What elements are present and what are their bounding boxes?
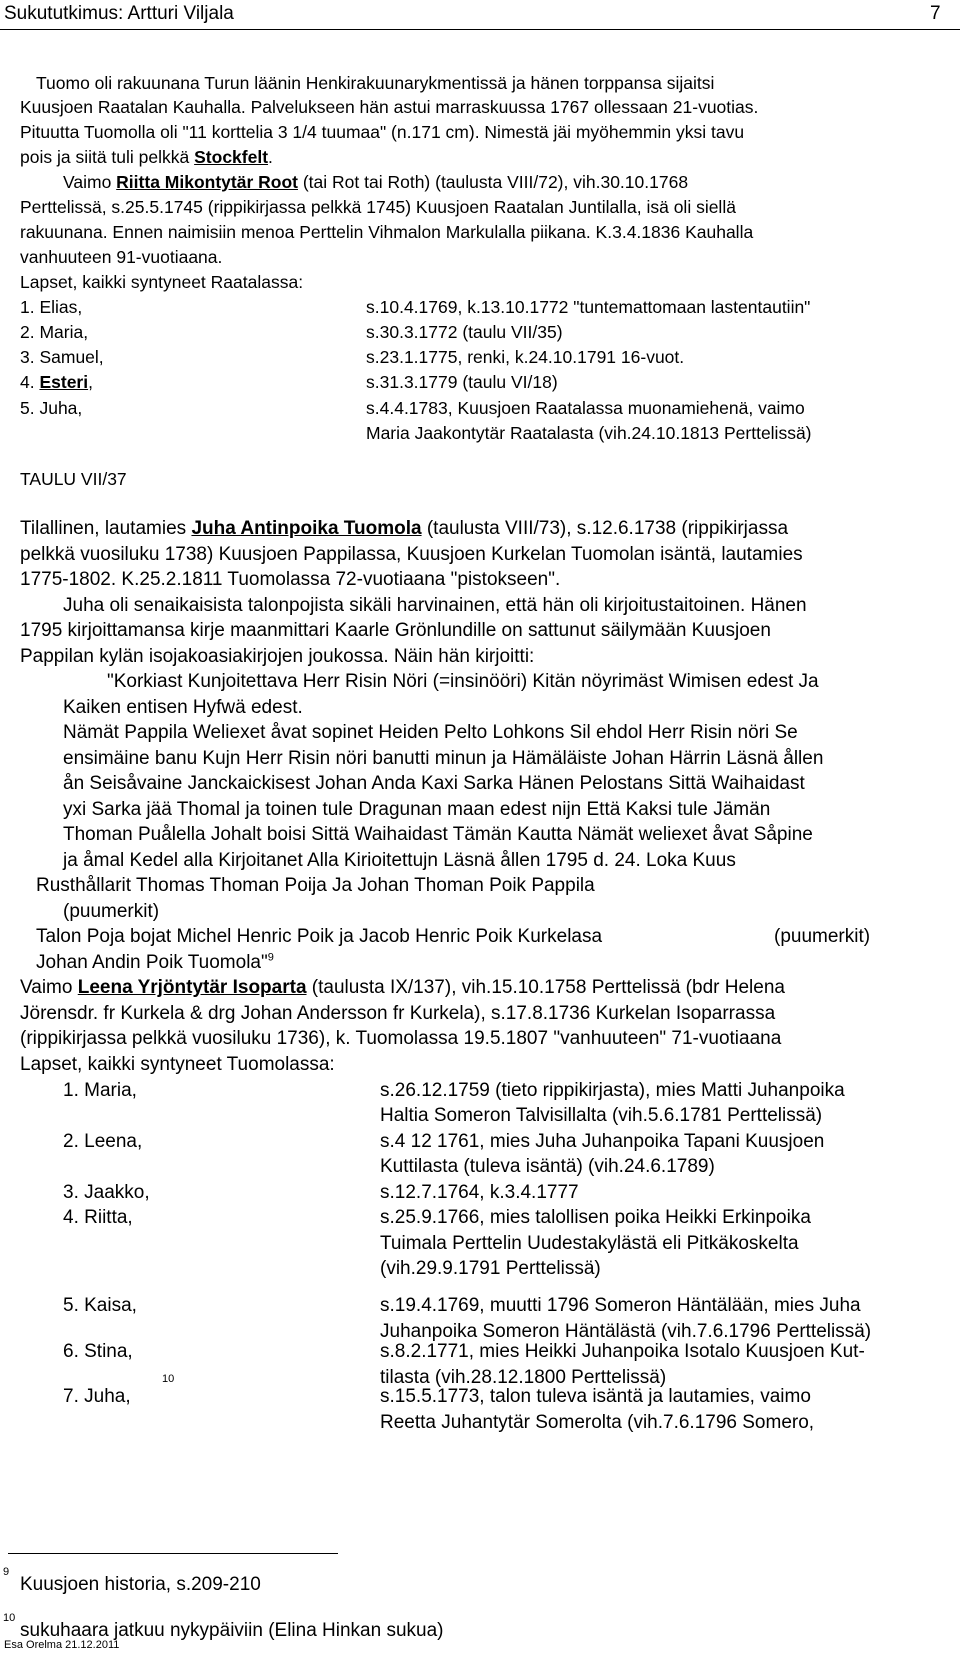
text-line: [63, 171, 688, 193]
child-info: Maria Jaakontytär Raatalasta (vih.24.10.1813 Perttelissä): [366, 423, 812, 443]
child-info: s.15.5.1773, talon tuleva isäntä ja lautamies, vaimo: [380, 1386, 811, 1407]
text-span: Vaimo: [63, 172, 117, 192]
child-name: 3. Samuel,: [20, 347, 104, 367]
child-info: Haltia Someron Talvisillalta (vih.5.6.1781 Perttelissä): [380, 1105, 823, 1126]
text-line: [20, 146, 273, 168]
quote-line: Rusthållarit Thomas Thoman Poija Ja Johan Thoman Poik Pappila: [36, 875, 595, 896]
child-info: s.19.4.1769, muutti 1796 Someron Häntälään, mies Juha: [380, 1295, 861, 1316]
document-title: Sukututkimus: Artturi Viljala: [4, 3, 234, 24]
table-heading: TAULU VII/37: [20, 469, 127, 489]
text-line: Pappilan kylän isojakoasiakirjojen joukossa. Näin hän kirjoitti:: [20, 646, 535, 667]
quote-line: Thoman Puålella Johalt boisi Sittä Waihaidast Tämän Kautta Nämät weliexet åvat Såpine: [63, 824, 813, 845]
child-name: 6. Stina,: [63, 1341, 133, 1362]
child-info: s.8.2.1771, mies Heikki Juhanpoika Isotalo Kuusjoen Kut-: [380, 1341, 865, 1362]
child-info: s.26.12.1759 (tieto rippikirjasta), mies Matti Juhanpoika: [380, 1080, 845, 1101]
child-info: Juhanpoika Someron Häntälästä (vih.7.6.1796 Perttelissä): [380, 1321, 872, 1342]
child-name: 1. Maria,: [63, 1080, 137, 1101]
child-info: Kuttilasta (tuleva isäntä) (vih.24.6.1789): [380, 1156, 715, 1177]
page-header: [0, 2, 960, 28]
text-line: pelkkä vuosiluku 1738) Kuusjoen Pappilassa, Kuusjoen Kurkelan Tuomolan isäntä, lautamies: [20, 544, 803, 565]
child-info: s.30.3.1772 (taulu VII/35): [366, 322, 563, 342]
footnote-ref: 10: [162, 1373, 175, 1385]
child-info: Reetta Juhantytär Somerolta (vih.7.6.1796 Somero,: [380, 1412, 815, 1433]
child-info: Tuimala Perttelin Uudestakylästä eli Pitkäkoskelta: [380, 1233, 799, 1254]
text-line: rakuunana. Ennen naimisiin menoa Perttelin Vihmalon Markulalla piikana. K.3.4.1836 Kauhalla: [20, 222, 754, 242]
text-span: (tai Rot tai Roth) (taulusta VIII/72), vih.30.10.1768: [297, 172, 689, 192]
text-line: Perttelissä, s.25.5.1745 (rippikirjassa pelkkä 1745) Kuusjoen Raatalan Juntilalla, isä oli siellä: [20, 197, 736, 217]
text-span: 4.: [20, 372, 40, 392]
text-line: Jörensdr. fr Kurkela & drg Johan Andersson fr Kurkela), s.17.8.1736 Kurkelan Isoparrassa: [20, 1003, 776, 1024]
text-span: .: [268, 147, 273, 167]
quote-line: ja åmal Kedel alla Kirjoitanet Alla Kirioitettujn Läsnä ållen 1795 d. 24. Loka Kuus: [63, 850, 736, 871]
quote-line: ån Seisåvaine Janckaickisest Johan Anda Kaxi Sarka Hänen Pelostans Sittä Waihaidast: [63, 773, 805, 794]
text-line: (rippikirjassa pelkkä vuosiluku 1736), k. Tuomolassa 19.5.1807 "vanhuuteen" 71-vuotiaana: [20, 1028, 782, 1049]
footnote-ref: 9: [267, 951, 274, 964]
child-name: 5. Kaisa,: [63, 1295, 137, 1316]
child-info: s.10.4.1769, k.13.10.1772 "tuntemattomaan lastentautiin": [366, 297, 811, 317]
text-line: vanhuuteen 91-vuotiaana.: [20, 247, 223, 267]
text-span: Vaimo: [20, 977, 78, 998]
child-name: 5. Juha,: [20, 398, 83, 418]
header-rule: [0, 29, 960, 30]
page-number: 7: [930, 3, 941, 24]
footnote-rule: [8, 1553, 338, 1554]
child-info: s.25.9.1766, mies talollisen poika Heikki Erkinpoika: [380, 1207, 811, 1228]
quote-line: (puumerkit): [774, 926, 871, 947]
child-info: (vih.29.9.1791 Perttelissä): [380, 1258, 601, 1279]
child-info: s.4.4.1783, Kuusjoen Raatalassa muonamiehenä, vaimo: [366, 398, 805, 418]
child-info: s.23.1.1775, renki, k.24.10.1791 16-vuot.: [366, 347, 685, 367]
child-name: 1. Elias,: [20, 297, 83, 317]
child-info: tilasta (vih.28.12.1800 Perttelissä): [380, 1367, 667, 1388]
child-name: 4. Riitta,: [63, 1207, 133, 1228]
child-info: s.31.3.1779 (taulu VI/18): [366, 372, 558, 392]
section-label: Lapset, kaikki syntyneet Tuomolassa:: [20, 1054, 335, 1075]
quote-line: [36, 951, 274, 975]
text-line: Kuusjoen Raatalan Kauhalla. Palvelukseen hän astui marraskuussa 1767 ollessaan 21-vuotias.: [20, 97, 759, 117]
text-line: [20, 517, 788, 541]
quote-line: ensimäine banu Kujn Herr Risin nöri banutti minun ja Hämäläiste Johan Härrin Läsnä ållen: [63, 748, 824, 769]
quote-line: Talon Poja bojat Michel Henric Poik ja Jacob Henric Poik Kurkelasa: [36, 926, 603, 947]
quote-line: Kaiken entisen Hyfwä edest.: [63, 697, 303, 718]
text-span: Johan Andin Poik Tuomola": [36, 952, 268, 973]
child-info: s.4 12 1761, mies Juha Juhanpoika Tapani Kuusjoen: [380, 1131, 825, 1152]
child-name: [20, 371, 93, 393]
page-footer: Esa Orelma 21.12.2011: [4, 1639, 120, 1651]
spouse-name: Leena Yrjöntytär Isoparta: [77, 977, 307, 998]
child-name: 3. Jaakko,: [63, 1182, 150, 1203]
quote-line: "Korkiast Kunjoitettava Herr Risin Nöri (=insinööri) Kitän nöyrimäst Wimisen edest Ja: [107, 671, 819, 692]
text-line: [20, 976, 785, 1000]
quote-line: yxi Sarka jää Thomal ja toinen tule Dragunan maan edest nijn Että Kaksi tule Jämän: [63, 799, 771, 820]
child-name: 2. Leena,: [63, 1131, 143, 1152]
text-line: Tuomo oli rakuunana Turun läänin Henkirakuunarykmentissä ja hänen torppansa sijaitsi: [36, 73, 715, 93]
text-line: Pituutta Tuomolla oli "11 korttelia 3 1/4 tuumaa" (n.171 cm). Nimestä jäi myöhemmin yksi tavu: [20, 122, 745, 142]
quote-line: (puumerkit): [63, 901, 160, 922]
footnote-number: 9: [3, 1566, 10, 1578]
person-name: Juha Antinpoika Tuomola: [191, 518, 422, 539]
text-span: (taulusta IX/137), vih.15.10.1758 Perttelissä (bdr Helena: [306, 977, 785, 998]
child-name-highlight: Esteri: [39, 372, 89, 392]
text-span: Tilallinen, lautamies: [20, 518, 192, 539]
footnote-number: 10: [3, 1612, 16, 1624]
quote-line: Nämät Pappila Weliexet åvat sopinet Heiden Pelto Lohkons Sil ehdol Herr Risin nöri Se: [63, 722, 798, 743]
text-line: 1795 kirjoittamansa kirje maanmittari Kaarle Grönlundille on sattunut säilymään Kuusjoen: [20, 620, 771, 641]
surname-highlight: Stockfelt: [194, 147, 269, 167]
footnote-text: Kuusjoen historia, s.209-210: [20, 1574, 261, 1595]
text-line: 1775-1802. K.25.2.1811 Tuomolassa 72-vuotiaana "pistokseen".: [20, 569, 561, 590]
text-line: Juha oli senaikaisista talonpojista sikäli harvinainen, että hän oli kirjoitustaitoinen. Hänen: [63, 595, 807, 616]
child-name: 7. Juha,: [63, 1386, 131, 1407]
text-span: (taulusta VIII/73), s.12.6.1738 (rippikirjassa: [421, 518, 789, 539]
text-span: pois ja siitä tuli pelkkä: [20, 147, 195, 167]
footnote-text: sukuhaara jatkuu nykypäiviin (Elina Hinkan sukua): [20, 1620, 444, 1641]
text-span: ,: [88, 372, 93, 392]
child-name: 2. Maria,: [20, 322, 89, 342]
section-label: Lapset, kaikki syntyneet Raatalassa:: [20, 272, 304, 292]
spouse-name: Riitta Mikontytär Root: [116, 172, 298, 192]
child-info: s.12.7.1764, k.3.4.1777: [380, 1182, 579, 1203]
